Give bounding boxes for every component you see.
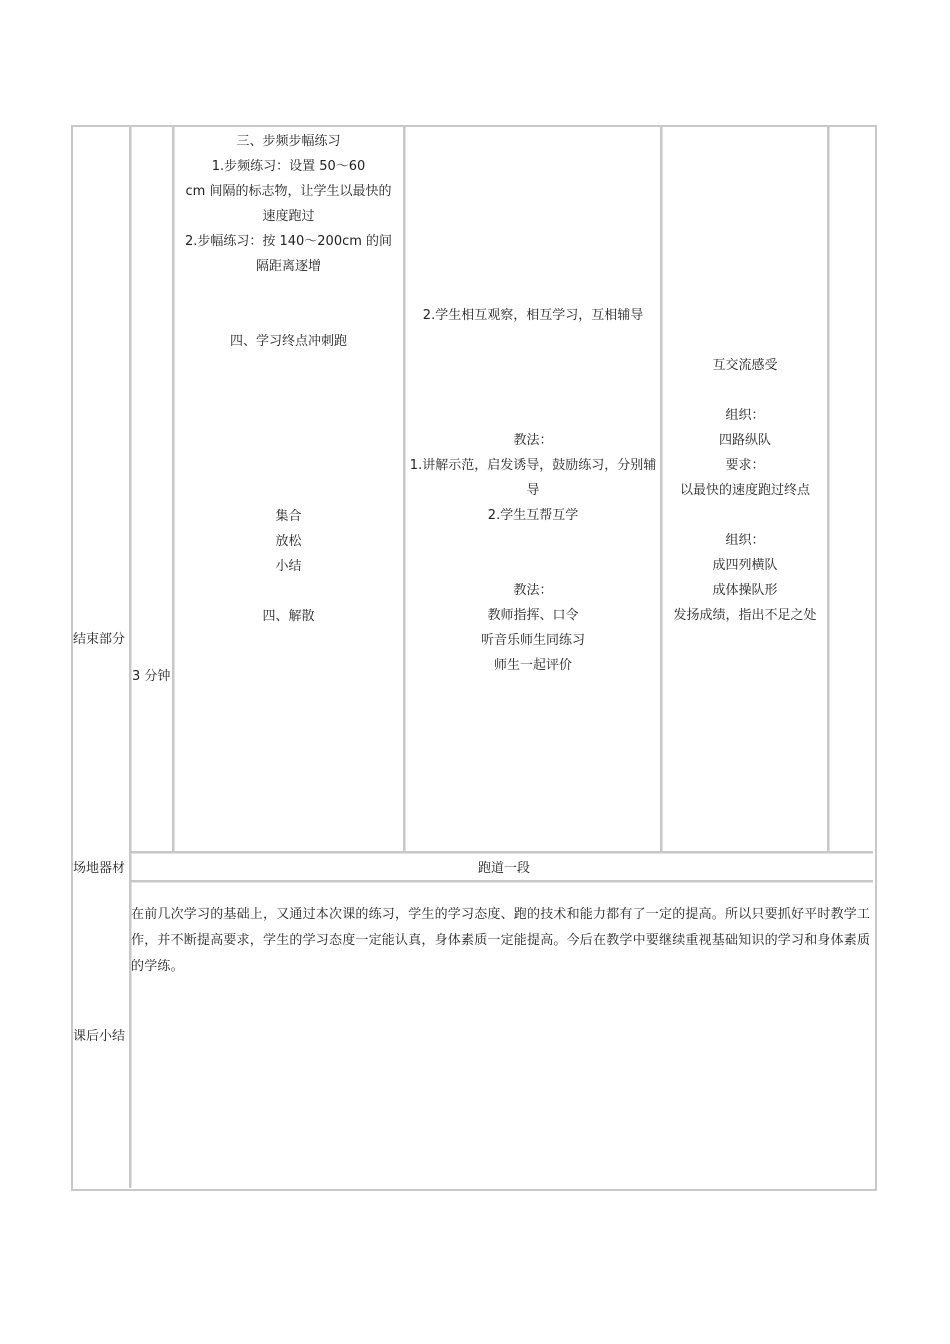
practice-line (174, 479, 403, 504)
teacher-line: 导 (526, 483, 540, 498)
org-line: 要求： (725, 458, 765, 473)
summary-text: 在前几次学习的基础上，又通过本次课的练习，学生的学习态度、跑的技术和能力都有了一定的提高。所以只要抓好平时教学工作，并不断提高要求，学生的学习态度一定能认真，身体素质一定能提高。今后在教学中要继续重视基础知识的学习和身体素质的学练。 (131, 907, 871, 974)
venue-label: 场地器材 (73, 861, 126, 876)
practice-line: 2.步幅练习：按 140～200cm 的间 (184, 234, 393, 249)
teacher-line (405, 328, 661, 353)
org-line (662, 378, 828, 403)
org-line: 组织： (725, 533, 765, 548)
practice-line: 1.步频练习：设置 50～60 (211, 159, 366, 174)
practice-line: 四、学习终点冲刺跑 (229, 334, 347, 349)
practice-content (174, 129, 403, 629)
section-end-label: 结束部分 (73, 632, 126, 647)
practice-line (174, 404, 403, 429)
teacher-line: 教法： (513, 433, 553, 448)
org-line: 组织： (725, 408, 765, 423)
teacher-line: 教法： (513, 583, 553, 598)
practice-line: 放松 (275, 534, 302, 549)
teaching-method (405, 303, 661, 678)
org-line (662, 503, 828, 528)
org-line: 成四列横队 (712, 558, 778, 573)
org-line: 互交流感受 (712, 358, 778, 373)
practice-line: 三、步频步幅练习 (236, 134, 341, 149)
summary-label: 课后小结 (73, 1029, 126, 1044)
teacher-line: 2.学生相互观察，相互学习，互相辅导 (422, 308, 644, 323)
teacher-line (405, 553, 661, 578)
practice-line (174, 454, 403, 479)
practice-line: 小结 (275, 559, 302, 574)
org-line: 四路纵队 (718, 433, 771, 448)
venue-value: 跑道一段 (477, 861, 530, 876)
teacher-line (405, 528, 661, 553)
row-divider-summary (131, 880, 873, 883)
teacher-line (405, 378, 661, 403)
org-line: 以最快的速度跑过终点 (679, 483, 810, 498)
row-divider-venue (131, 851, 873, 854)
practice-line (174, 429, 403, 454)
practice-line: 四、解散 (262, 609, 315, 624)
teacher-line: 教师指挥、口令 (487, 608, 579, 623)
practice-line: 速度跑过 (262, 209, 315, 224)
practice-line (174, 304, 403, 329)
organization-requirements (662, 353, 828, 628)
practice-line: 隔距离逐增 (255, 259, 321, 274)
teacher-line: 2.学生互帮互学 (487, 508, 579, 523)
org-line: 成体操队形 (712, 583, 778, 598)
section-end-time: 3 分钟 (132, 669, 171, 684)
teacher-line: 师生一起评价 (493, 658, 572, 673)
practice-line: 集合 (275, 509, 302, 524)
teacher-line (405, 353, 661, 378)
teacher-line: 1.讲解示范，启发诱导，鼓励练习，分别辅 (409, 458, 657, 473)
teacher-line (405, 403, 661, 428)
col-divider-1 (129, 127, 132, 854)
practice-line (174, 354, 403, 379)
practice-line: cm 间隔的标志物，让学生以最快的 (185, 184, 392, 199)
practice-line (174, 379, 403, 404)
teacher-line: 听音乐师生同练习 (480, 633, 585, 648)
org-line: 发扬成绩，指出不足之处 (673, 608, 817, 623)
practice-line (174, 579, 403, 604)
practice-line (174, 279, 403, 304)
